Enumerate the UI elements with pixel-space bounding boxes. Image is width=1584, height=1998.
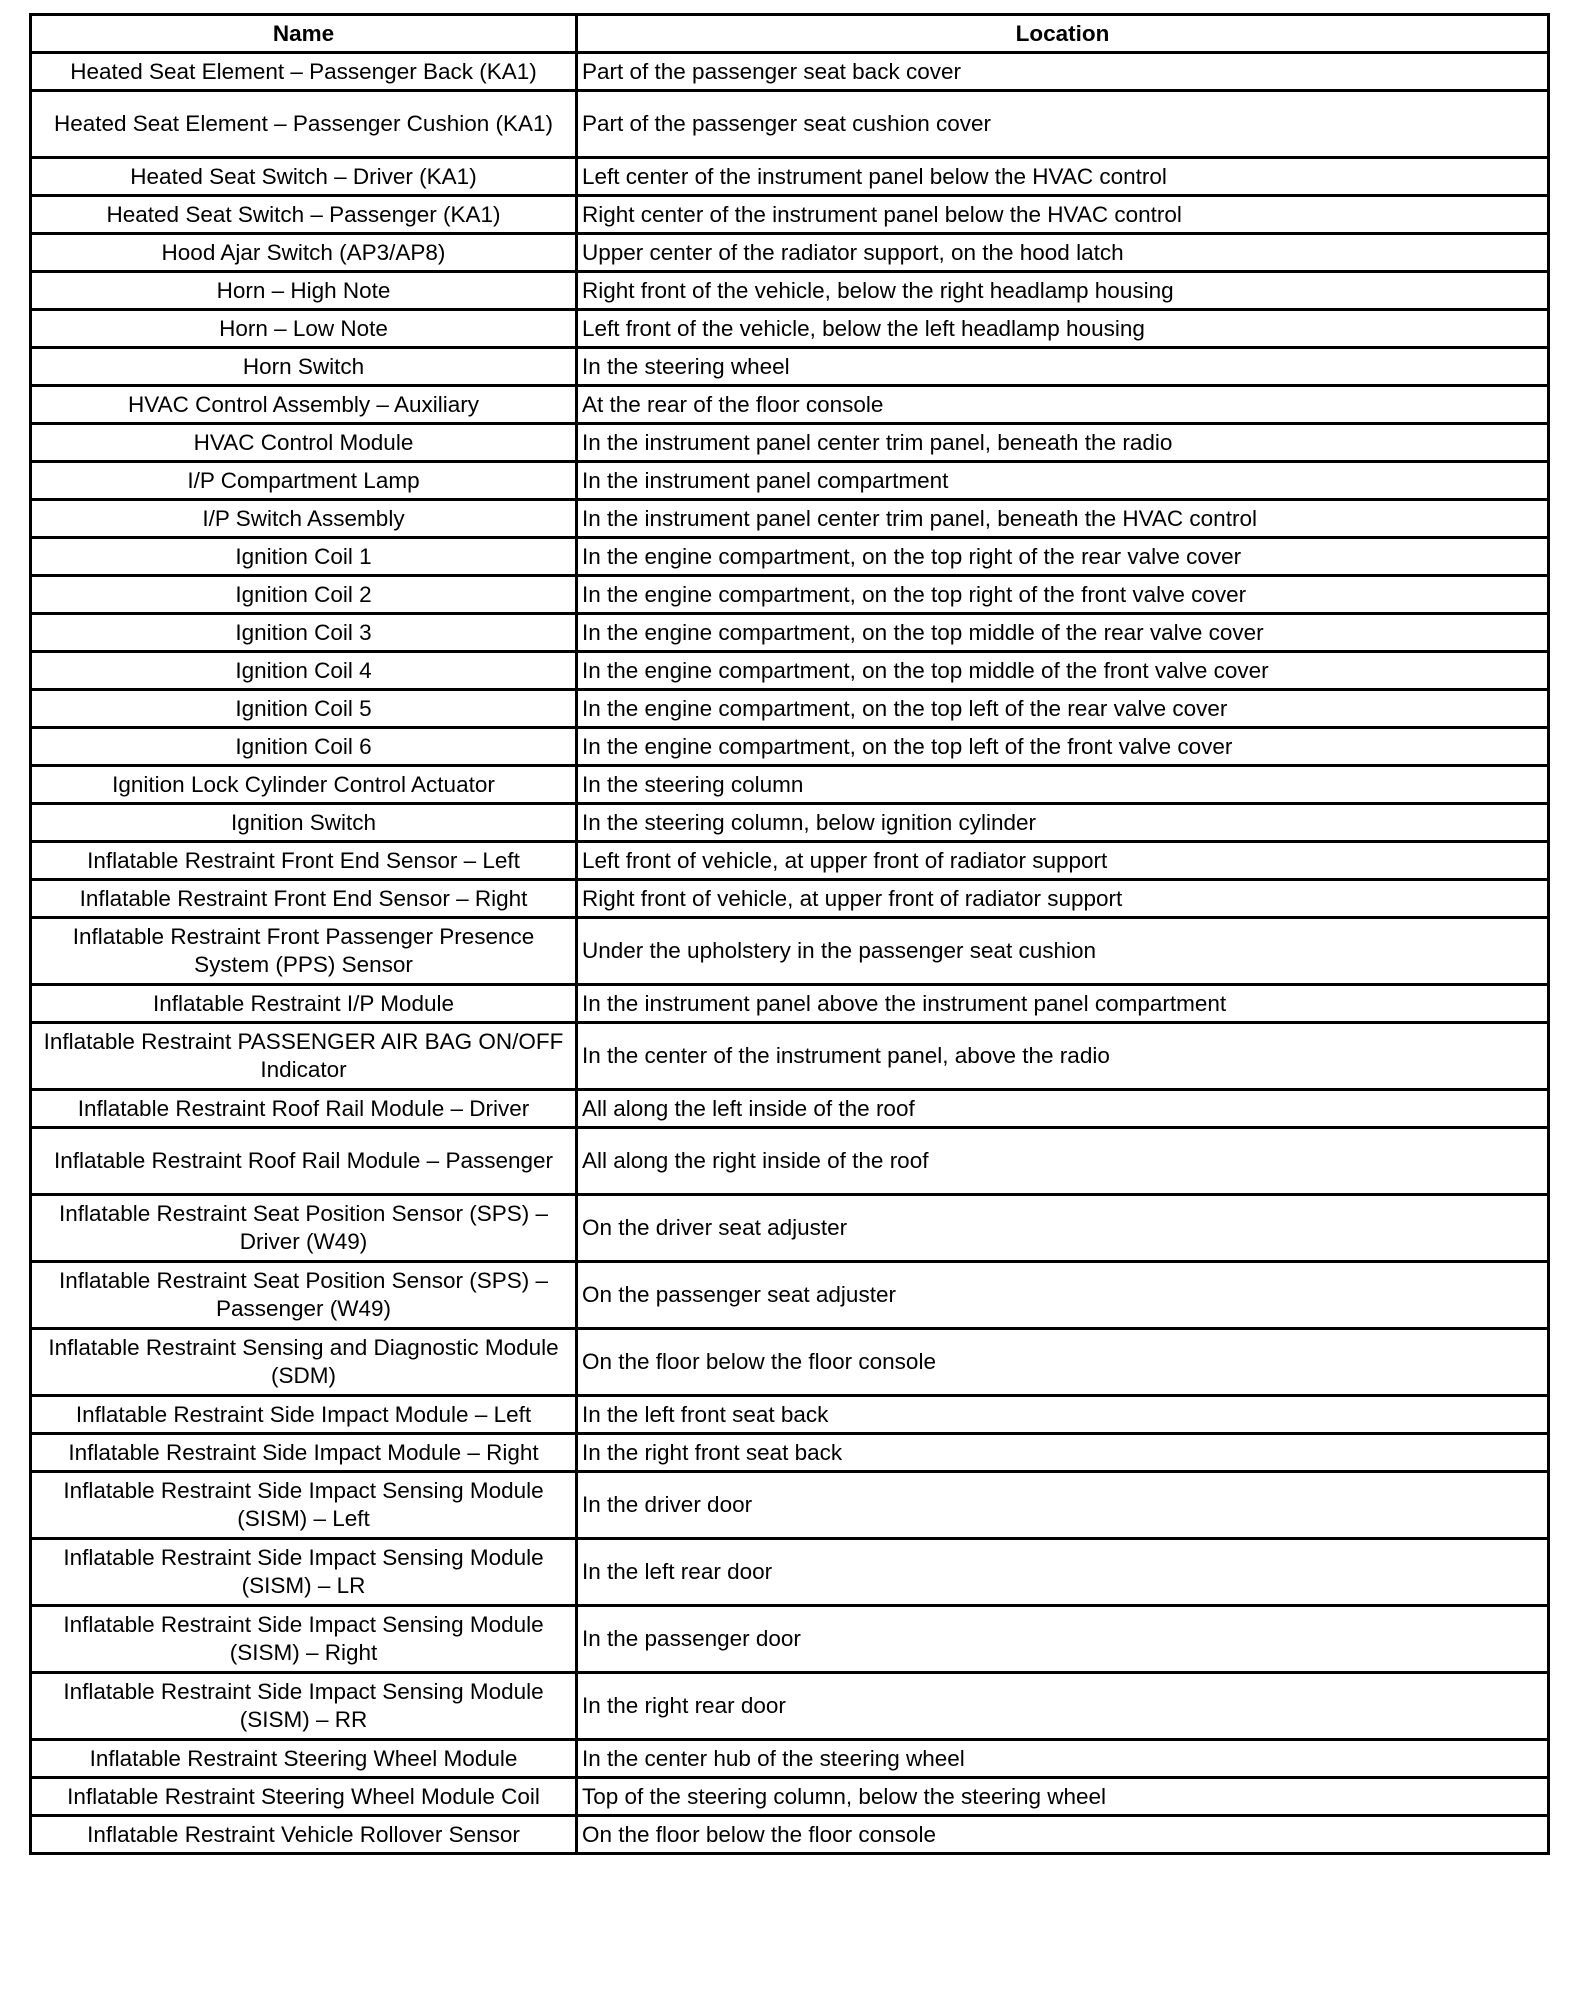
component-name-cell: Inflatable Restraint Side Impact Sensing Module (SISM) – Left (31, 1472, 577, 1539)
table-row (31, 1434, 1549, 1472)
table-row (31, 500, 1549, 538)
component-location-cell: In the instrument panel compartment (577, 462, 1549, 500)
component-location-cell: Left center of the instrument panel below the HVAC control (577, 158, 1549, 196)
component-location-cell: In the steering wheel (577, 348, 1549, 386)
component-location-cell: On the floor below the floor console (577, 1329, 1549, 1396)
table-row (31, 1195, 1549, 1262)
component-location-cell: Left front of the vehicle, below the left headlamp housing (577, 310, 1549, 348)
component-name-cell: Ignition Coil 3 (31, 614, 577, 652)
component-name-cell: Inflatable Restraint Vehicle Rollover Sensor (31, 1816, 577, 1854)
component-name-cell: Inflatable Restraint Steering Wheel Module Coil (31, 1778, 577, 1816)
component-location-cell: Right front of vehicle, at upper front of radiator support (577, 880, 1549, 918)
component-name-cell: Ignition Coil 2 (31, 576, 577, 614)
component-name-cell: Ignition Coil 4 (31, 652, 577, 690)
component-name-cell: Inflatable Restraint Roof Rail Module – Driver (31, 1090, 577, 1128)
table-row (31, 1090, 1549, 1128)
component-name-cell: Ignition Switch (31, 804, 577, 842)
component-location-cell: In the engine compartment, on the top right of the rear valve cover (577, 538, 1549, 576)
component-name-cell: Inflatable Restraint Side Impact Sensing Module (SISM) – RR (31, 1673, 577, 1740)
component-name-cell: Ignition Coil 5 (31, 690, 577, 728)
component-name-cell: Heated Seat Element – Passenger Back (KA1) (31, 53, 577, 91)
component-name-cell: Inflatable Restraint Side Impact Module – Right (31, 1434, 577, 1472)
table-row (31, 804, 1549, 842)
component-location-cell: In the engine compartment, on the top middle of the front valve cover (577, 652, 1549, 690)
component-location-cell: All along the right inside of the roof (577, 1128, 1549, 1195)
column-header-location: Location (577, 15, 1549, 53)
component-name-cell: I/P Switch Assembly (31, 500, 577, 538)
component-location-cell: In the engine compartment, on the top left of the front valve cover (577, 728, 1549, 766)
component-name-cell: Horn Switch (31, 348, 577, 386)
table-row (31, 1023, 1549, 1090)
component-location-cell: Right front of the vehicle, below the right headlamp housing (577, 272, 1549, 310)
table-row (31, 1472, 1549, 1539)
table-row (31, 766, 1549, 804)
component-location-cell: On the driver seat adjuster (577, 1195, 1549, 1262)
component-name-cell: Inflatable Restraint Front Passenger Presence System (PPS) Sensor (31, 918, 577, 985)
component-location-cell: In the left front seat back (577, 1396, 1549, 1434)
table-row (31, 918, 1549, 985)
component-location-cell: In the instrument panel center trim panel, beneath the HVAC control (577, 500, 1549, 538)
component-name-cell: Inflatable Restraint Sensing and Diagnostic Module (SDM) (31, 1329, 577, 1396)
component-name-cell: HVAC Control Module (31, 424, 577, 462)
component-location-cell: In the right rear door (577, 1673, 1549, 1740)
component-location-cell: In the center of the instrument panel, above the radio (577, 1023, 1549, 1090)
table-row (31, 272, 1549, 310)
table-row (31, 53, 1549, 91)
component-location-cell: Right center of the instrument panel below the HVAC control (577, 196, 1549, 234)
table-row (31, 196, 1549, 234)
component-name-cell: Inflatable Restraint Side Impact Sensing Module (SISM) – LR (31, 1539, 577, 1606)
table-row (31, 158, 1549, 196)
component-name-cell: Ignition Coil 1 (31, 538, 577, 576)
component-location-cell: In the steering column (577, 766, 1549, 804)
component-location-cell: At the rear of the floor console (577, 386, 1549, 424)
table-row (31, 424, 1549, 462)
component-location-cell: Left front of vehicle, at upper front of radiator support (577, 842, 1549, 880)
column-header-name: Name (31, 15, 577, 53)
component-name-cell: Inflatable Restraint Steering Wheel Module (31, 1740, 577, 1778)
component-name-cell: Ignition Coil 6 (31, 728, 577, 766)
component-location-cell: In the right front seat back (577, 1434, 1549, 1472)
component-location-cell: Under the upholstery in the passenger seat cushion (577, 918, 1549, 985)
table-row (31, 1740, 1549, 1778)
component-location-cell: In the passenger door (577, 1606, 1549, 1673)
component-name-cell: Inflatable Restraint Roof Rail Module – Passenger (31, 1128, 577, 1195)
table-row (31, 234, 1549, 272)
table-row (31, 1329, 1549, 1396)
table-row (31, 1606, 1549, 1673)
table-row (31, 1778, 1549, 1816)
table-row (31, 1673, 1549, 1740)
component-location-cell: In the instrument panel center trim panel, beneath the radio (577, 424, 1549, 462)
component-location-cell: In the engine compartment, on the top left of the rear valve cover (577, 690, 1549, 728)
table-row (31, 842, 1549, 880)
table-row (31, 1128, 1549, 1195)
component-location-cell: All along the left inside of the roof (577, 1090, 1549, 1128)
component-location-cell: In the engine compartment, on the top middle of the rear valve cover (577, 614, 1549, 652)
component-name-cell: Inflatable Restraint Side Impact Module – Left (31, 1396, 577, 1434)
table-row (31, 1816, 1549, 1854)
component-name-cell: Heated Seat Element – Passenger Cushion (KA1) (31, 91, 577, 158)
table-row (31, 576, 1549, 614)
component-location-cell: Upper center of the radiator support, on the hood latch (577, 234, 1549, 272)
component-location-cell: On the passenger seat adjuster (577, 1262, 1549, 1329)
header-row (31, 15, 1549, 53)
table-row (31, 690, 1549, 728)
component-name-cell: Inflatable Restraint Seat Position Sensor (SPS) – Driver (W49) (31, 1195, 577, 1262)
table-row (31, 91, 1549, 158)
component-location-cell: Top of the steering column, below the steering wheel (577, 1778, 1549, 1816)
component-name-cell: Heated Seat Switch – Driver (KA1) (31, 158, 577, 196)
component-location-cell: In the engine compartment, on the top right of the front valve cover (577, 576, 1549, 614)
table-row (31, 728, 1549, 766)
component-name-cell: I/P Compartment Lamp (31, 462, 577, 500)
component-location-cell: In the center hub of the steering wheel (577, 1740, 1549, 1778)
component-location-cell: Part of the passenger seat cushion cover (577, 91, 1549, 158)
table-row (31, 1539, 1549, 1606)
component-location-cell: In the instrument panel above the instrument panel compartment (577, 985, 1549, 1023)
table-row (31, 1262, 1549, 1329)
table-row (31, 462, 1549, 500)
table-row (31, 538, 1549, 576)
component-name-cell: Inflatable Restraint Front End Sensor – Right (31, 880, 577, 918)
table-row (31, 386, 1549, 424)
component-name-cell: Inflatable Restraint I/P Module (31, 985, 577, 1023)
component-name-cell: Inflatable Restraint Front End Sensor – Left (31, 842, 577, 880)
table-row (31, 985, 1549, 1023)
component-location-cell: On the floor below the floor console (577, 1816, 1549, 1854)
component-location-cell: Part of the passenger seat back cover (577, 53, 1549, 91)
component-name-cell: Inflatable Restraint Seat Position Sensor (SPS) – Passenger (W49) (31, 1262, 577, 1329)
table-row (31, 880, 1549, 918)
component-location-table (29, 13, 1550, 1855)
component-name-cell: Horn – Low Note (31, 310, 577, 348)
component-name-cell: Inflatable Restraint Side Impact Sensing Module (SISM) – Right (31, 1606, 577, 1673)
component-name-cell: HVAC Control Assembly – Auxiliary (31, 386, 577, 424)
component-name-cell: Ignition Lock Cylinder Control Actuator (31, 766, 577, 804)
table-row (31, 348, 1549, 386)
table-row (31, 310, 1549, 348)
component-location-cell: In the left rear door (577, 1539, 1549, 1606)
component-location-cell: In the steering column, below ignition cylinder (577, 804, 1549, 842)
component-name-cell: Inflatable Restraint PASSENGER AIR BAG ON/OFF Indicator (31, 1023, 577, 1090)
table-row (31, 1396, 1549, 1434)
table-row (31, 652, 1549, 690)
table-row (31, 614, 1549, 652)
component-location-cell: In the driver door (577, 1472, 1549, 1539)
component-name-cell: Hood Ajar Switch (AP3/AP8) (31, 234, 577, 272)
component-name-cell: Heated Seat Switch – Passenger (KA1) (31, 196, 577, 234)
component-name-cell: Horn – High Note (31, 272, 577, 310)
